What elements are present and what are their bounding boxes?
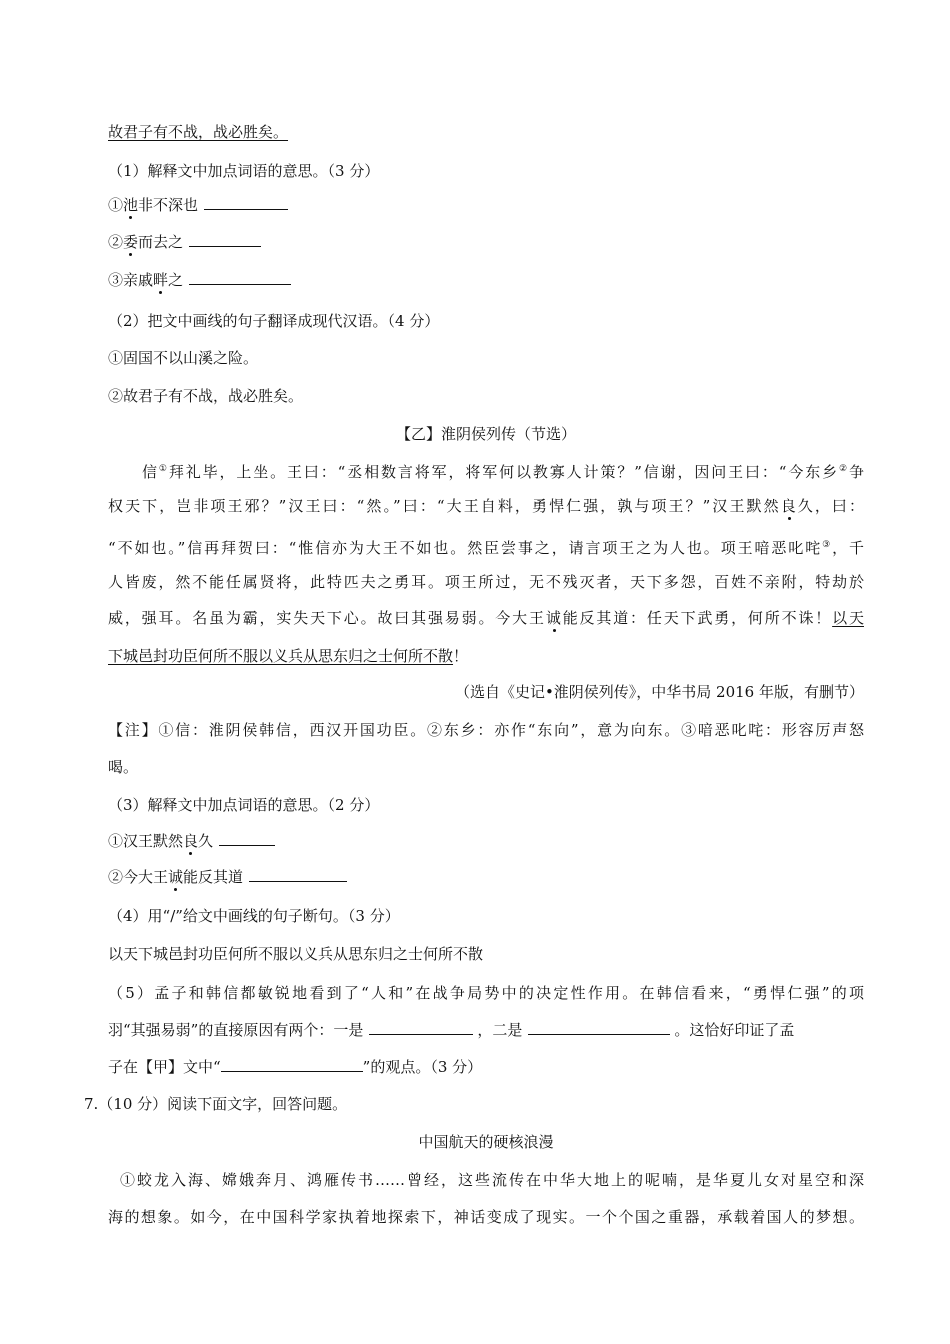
- passage-yi-line-4: 人皆废，然不能任属贤将，此特匹夫之勇耳。项王所过，无不残灭者，天下多怨，百姓不亲附，特劫於: [108, 573, 864, 591]
- passage-yi-source: （选自《史记•淮阴侯列传》，中华书局 2016 年版，有删节）: [454, 683, 864, 701]
- question-3-item-1: ①汉王默然良久: [108, 829, 275, 852]
- passage-7-line-1: ①蛟龙入海、嫦娥奔月、鸿雁传书……曾经，这些流传在中华大地上的呢喃，是华夏儿女对星空和深: [120, 1171, 864, 1189]
- passage-yi-line-2: 权天下，岂非项王邪？”汉王曰：“然。”曰：“大王自料，勇悍仁强，孰与项王？”汉王默然良久，曰：: [108, 497, 864, 515]
- item-prefix: ②: [108, 233, 124, 251]
- dotted-word: 良: [183, 832, 199, 850]
- passage-7-line-2: 海的想象。如今，在中国科学家执着地探索下，神话变成了现实。一个个国之重器，承载着国人的梦想。: [108, 1208, 864, 1226]
- question-4-sentence: 以天下城邑封功臣何所不服以义兵从思东归之士何所不散: [108, 945, 484, 963]
- question-3-stem: （3）解释文中加点词语的意思。（2 分）: [108, 796, 380, 814]
- passage-yi-line-1: 信①拜礼毕，上坐。王曰：“丞相数言将军，将军何以教寡人计策？”信谢，因问王曰：“今东乡②争: [142, 463, 864, 481]
- answer-blank[interactable]: [189, 268, 291, 285]
- question-3-item-2: ②今大王诚能反其道: [108, 865, 347, 888]
- dotted-word: 池: [123, 196, 139, 214]
- passage-yi-notes-line-1: 【注】①信：淮阴侯韩信，西汉开国功臣。②东乡：亦作“东向”，意为向东。③喑恶叱咤：形容厉声怒: [108, 721, 864, 739]
- passage-yi-line-6: 下城邑封功臣何所不服以义兵从思东归之士何所不散！: [108, 647, 469, 665]
- answer-blank[interactable]: [221, 1055, 363, 1072]
- question-7-stem: 7.（10 分）阅读下面文字，回答问题。: [84, 1095, 348, 1113]
- passage-yi-line-5: 威，强耳。名虽为霸，实失天下心。故曰其强易弱。今大王诚能反其道：任天下武勇，何所不诛！以天: [108, 609, 864, 627]
- passage-yi-notes-line-2: 喝。: [108, 758, 139, 776]
- dotted-word: 诚: [545, 609, 563, 627]
- answer-blank[interactable]: [528, 1018, 670, 1035]
- question-1-item-2: [108, 230, 261, 253]
- question-1-item-3: [108, 268, 291, 291]
- question-5-line-3: 子在【甲】文中“ ”的观点。（3 分）: [108, 1055, 482, 1078]
- item-text: 非不深也: [138, 196, 199, 214]
- jia-last-line: 故君子有不战，战必胜矣。: [108, 123, 289, 141]
- question-5-line-1: （5）孟子和韩信都敏锐地看到了“人和”在战争局势中的决定性作用。在韩信看来，“勇悍仁强”的项: [108, 984, 864, 1002]
- dotted-word: 良: [780, 497, 798, 515]
- answer-blank[interactable]: [369, 1018, 473, 1035]
- answer-blank[interactable]: [219, 829, 275, 846]
- question-5-line-2: 羽“其强易弱”的直接原因有两个：一是 ，二是 。这恰好印证了孟: [108, 1018, 794, 1041]
- answer-blank[interactable]: [204, 193, 288, 210]
- dotted-word: 畔: [153, 271, 169, 289]
- answer-blank[interactable]: [189, 230, 261, 247]
- item-prefix: ③亲戚: [108, 271, 154, 289]
- item-prefix: ①: [108, 196, 124, 214]
- passage-7-title: 中国航天的硬核浪漫: [418, 1133, 554, 1151]
- passage-yi-title: 【乙】淮阴侯列传（节选）: [395, 425, 576, 443]
- answer-blank[interactable]: [249, 865, 347, 882]
- dotted-word: 诚: [168, 868, 184, 886]
- question-4-stem: （4）用“/”给文中画线的句子断句。（3 分）: [108, 907, 400, 925]
- passage-yi-line-3: “不如也。”信再拜贺曰：“惟信亦为大王不如也。然臣尝事之，请言项王之为人也。项王喑恶叱咤③，千: [108, 539, 864, 557]
- question-2-item-1: ①固国不以山溪之险。: [108, 349, 259, 367]
- question-2-stem: （2）把文中画线的句子翻译成现代汉语。（4 分）: [108, 312, 440, 330]
- item-text: 而去之: [138, 233, 184, 251]
- question-1-stem: （1）解释文中加点词语的意思。（3 分）: [108, 162, 380, 180]
- question-1-item-1: [108, 193, 288, 216]
- question-2-item-2: ②故君子有不战，战必胜矣。: [108, 387, 304, 405]
- item-text: 之: [168, 271, 184, 289]
- dotted-word: 委: [123, 233, 139, 251]
